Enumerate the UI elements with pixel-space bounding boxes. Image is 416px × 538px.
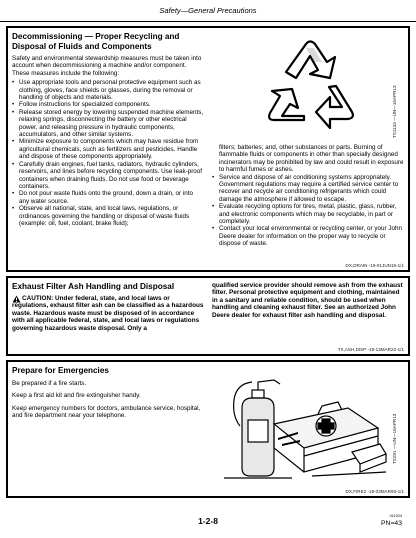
pn-number: PN=43 [381,520,402,527]
bullet-item: • Carefully drain engines, fuel tanks, radiators, hydraulic cylinders, reservoirs, and lines before recycling components. Use leak-proof containers when draining fluids. Do not use food or beverage containers. [12,161,204,191]
bullet-item: • Release stored energy by lowering suspended machine elements, relaxing springs, disconnecting the battery or other electrical power, and releasing pressure in hydraulic components, accumulators, and other similar systems. [12,109,204,139]
bullet-item: • Observe all national, state, and local laws, regulations, or ordinances governing the handling or disposal of waste fluids (example: oil, fuel, coolant, brake fluid); [12,205,204,227]
decommissioning-title-1: Decommissioning — Proper Recycling and [12,32,180,41]
ash-right-column [212,282,406,319]
decommissioning-code: DX,DRAIN -19-01JUN15-1/1 [345,263,404,268]
emergencies-left-column [12,366,204,420]
decommissioning-section [6,26,410,272]
recycle-icon [234,34,384,134]
bullet-item: • Do not pour waste fluids onto the ground, down a drain, or into any water source. [12,190,204,205]
emergencies-section [6,360,410,498]
ash-title: Exhaust Filter Ash Handling and Disposal [12,282,175,291]
ash-code: TX,ASH,DISP -19-13MAR22-1/1 [337,347,404,352]
decommissioning-title-2: Disposal of Fluids and Components [12,42,152,51]
recycle-image-id: TS1133 —UN—15APR13 [392,85,397,138]
decommissioning-left-column [12,32,204,227]
bullet-item: • Contact your local environmental or recycling center, or your John Deere dealer for information on the proper way to recycle or dispose of waste. [212,225,404,247]
caution-text-left [12,295,206,332]
decommissioning-continuation: filters; batteries; and, other substances or parts. Burning of flammable fluids or components in other than specially designed incinerators may be prohibited by law and could result in exposure to harmful fumes or ashes. [219,144,404,174]
bullet-item: • Evaluate recycling options for tires, metal, plastic, glass, rubber, and electronic components which may be recyclable, in part or completely. [212,203,404,225]
ash-section [6,276,410,356]
decommissioning-bullets-right [212,174,404,248]
caution-label: CAUTION: [22,295,54,302]
ash-left-column [12,282,206,332]
page-header [0,0,416,22]
emergency-image-id: TS291 —UN—15APR13 [392,413,397,464]
emergency-equipment-image [222,368,388,484]
decommissioning-intro: Safety and environmental stewardship measures must be taken into account when decommissioning a machine and/or component. These measures include the following: [12,55,202,77]
decommissioning-right-column [212,144,404,248]
caution-block [12,295,206,332]
page-number: 1-2-8 [198,516,218,526]
recycle-symbol-image [234,34,384,134]
caution-text-right: qualified service provider should remove ash from the exhaust filter. Personal protective equipment and clothing, maintained in a sanitary and reliable condition, should be used when handling and cleaning exhaust filter. See an authorized John Deere dealer for exhaust filter ash handling and disposal. [212,282,403,319]
bullet-item: • Minimize exposure to components which may have residue from agricultural chemicals, such as fertilizers and pesticides. Handle and dispose of these components appropriately. [12,138,204,160]
bullet-item: • Use appropriate tools and personal protective equipment such as clothing, gloves, face shields or glasses, during the removal or handling of objects and materials. [12,79,204,101]
emergencies-title: Prepare for Emergencies [12,366,109,375]
header-title: Safety—General Precautions [159,6,257,15]
bullet-item: • Follow instructions for specialized components. [12,101,204,108]
bullet-item: • Service and dispose of air conditioning systems appropriately. Government regulations may require a certified service center to recover and recycle air conditioning refrigerants which could damage the atmosphere if allowed to escape. [212,174,404,204]
emergencies-p3: Keep emergency numbers for doctors, ambulance service, hospital, and fire department near your telephone. [12,404,201,420]
emergencies-code: DX,FIRE2 -19-03MAR93-1/1 [345,489,404,494]
warning-triangle-icon [12,295,21,303]
caution-body-left: Under federal, state, and local laws or regulations, exhaust filter ash can be classified as a hazardous waste. Hazardous waste must be disposed of in accordance with all applicable federal, state, and local laws or regulations governing hazardous waste disposal. Only a [12,295,204,332]
first-aid-extinguisher-icon [222,368,388,484]
emergencies-p2: Keep a first aid kit and fire extinguisher handy. [12,392,141,400]
footer-small-code: 011924 [389,514,402,518]
decommissioning-bullets-left [12,79,204,227]
emergencies-p1: Be prepared if a fire starts. [12,380,87,387]
